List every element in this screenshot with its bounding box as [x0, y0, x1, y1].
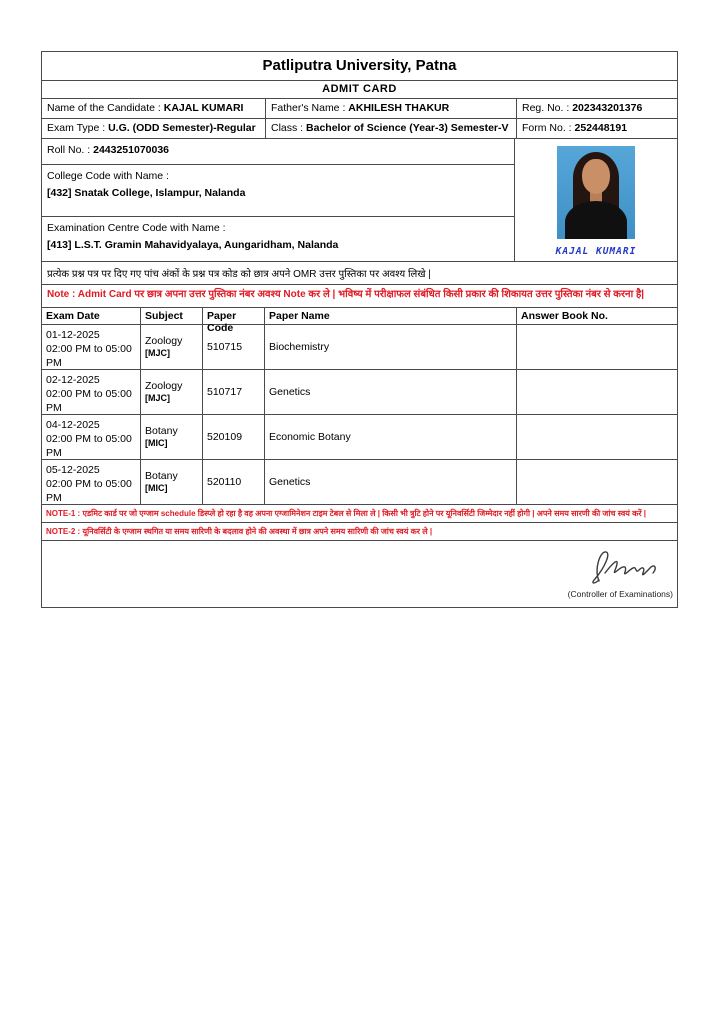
table-row-1-paper-name	[265, 325, 517, 370]
exam-date: 01-12-2025	[46, 328, 100, 341]
table-row-4-paper-name	[265, 460, 517, 505]
omr-instruction: प्रत्येक प्रश्न पत्र पर दिए गए पांच अंकों के प्रश्न पत्र कोड को छात्र अपने OMR उत्तर पुस्तिका पर अवश्य लिखे |	[42, 261, 677, 285]
reg-no-label: Reg. No. :	[522, 102, 570, 114]
table-row-2-date	[42, 370, 141, 415]
table-row-3-subject	[141, 415, 203, 460]
candidate-info-table	[42, 99, 677, 139]
card-title: ADMIT CARD	[42, 81, 677, 99]
paper-code: 520109	[207, 430, 243, 443]
table-row-1-paper-code	[203, 325, 265, 370]
form-no-label: Form No. :	[522, 122, 572, 134]
exam-time: 02:00 PM to 05:00 PM	[46, 432, 132, 459]
col-header-answer-book: Answer Book No.	[517, 308, 677, 325]
exam-type-cell	[42, 119, 266, 139]
roll-no-row	[42, 139, 514, 165]
answer-book-note: Note : Admit Card पर छात्र अपना उत्तर पुस्तिका नंबर अवश्य Note कर ले | भविष्य में परीक्षाफल संबंधित किसी प्रकार की शिकायत उत्तर पुस्तिका नंबर से करना है|	[42, 285, 677, 308]
col-header-exam-date: Exam Date	[42, 308, 141, 325]
candidate-name-label: Name of the Candidate :	[47, 102, 161, 114]
exam-date: 04-12-2025	[46, 418, 100, 431]
table-row-2-paper-code	[203, 370, 265, 415]
reg-no-cell	[517, 99, 677, 119]
college-row	[42, 165, 514, 217]
signature-area	[42, 541, 677, 613]
class-value: Bachelor of Science (Year-3) Semester-V	[306, 122, 509, 134]
exam-type-value: U.G. (ODD Semester)-Regular	[108, 122, 256, 134]
class-cell	[266, 119, 517, 139]
table-row-4-paper-code	[203, 460, 265, 505]
roll-college-photo-section	[42, 139, 677, 261]
father-name-label: Father's Name :	[271, 102, 346, 114]
table-row-1-date	[42, 325, 141, 370]
paper-code: 520110	[207, 475, 242, 488]
subject-name: Zoology	[145, 335, 183, 347]
subject-name: Botany	[145, 425, 178, 437]
table-row-2-subject	[141, 370, 203, 415]
exam-type-label: Exam Type :	[47, 122, 106, 134]
exam-centre-label: Examination Centre Code with Name :	[47, 222, 226, 234]
exam-centre-value: [413] L.S.T. Gramin Mahavidyalaya, Aungaridham, Nalanda	[47, 239, 339, 251]
note-1: NOTE-1 : एडमिट कार्ड पर जो एग्जाम schedule डिस्प्ले हो रहा है वह अपना एग्जामिनेशन टाइम टेबल से मिला ले | किसी भी त्रुटि होने पर यूनिवर्सिटी जिम्मेदार नहीं होगी | अपने समय सारणी की जांच स्वयं करें |	[42, 505, 677, 523]
roll-no-label: Roll No. :	[47, 144, 91, 156]
table-row-3-paper-name	[265, 415, 517, 460]
table-row-3-date	[42, 415, 141, 460]
table-row-3-answer-book	[517, 415, 677, 460]
paper-name: Economic Botany	[269, 430, 351, 443]
class-label: Class :	[271, 122, 304, 134]
exam-date: 05-12-2025	[46, 463, 100, 476]
subject-tag: [MJC]	[145, 348, 170, 358]
table-row-2-answer-book	[517, 370, 677, 415]
page-title: Patliputra University, Patna	[42, 52, 677, 81]
note-2: NOTE-2 : यूनिवर्सिटी के एग्जाम स्थगित या समय सारिणी के बदलाव होने की अवस्था में छात्र अपने समय सारिणी की जांच स्वयं कर ले |	[42, 523, 677, 541]
controller-of-examinations-label: (Controller of Examinations)	[567, 588, 673, 599]
subject-tag: [MJC]	[145, 393, 170, 403]
roll-no-value: 2443251070036	[93, 144, 170, 156]
roll-college-block	[42, 139, 514, 261]
controller-signature-wrap	[583, 545, 663, 594]
photo-face-shape	[582, 159, 610, 194]
subject-tag: [MIC]	[145, 438, 168, 448]
table-row-4-date	[42, 460, 141, 505]
photo-body-shape	[565, 201, 627, 239]
candidate-name-value: KAJAL KUMARI	[163, 102, 244, 114]
subject-tag: [MIC]	[145, 483, 168, 493]
reg-no-value: 202343201376	[572, 102, 643, 114]
subject-name: Zoology	[145, 380, 183, 392]
candidate-name-cell	[42, 99, 266, 119]
table-row-4-subject	[141, 460, 203, 505]
form-no-value: 252448191	[574, 122, 628, 134]
paper-name: Genetics	[269, 385, 311, 398]
col-header-subject: Subject	[141, 308, 203, 325]
exam-schedule-table	[42, 308, 677, 505]
exam-time: 02:00 PM to 05:00 PM	[46, 342, 132, 369]
form-no-cell	[517, 119, 677, 139]
college-label: College Code with Name :	[47, 170, 169, 182]
paper-code: 510715	[207, 340, 243, 353]
exam-centre-row	[42, 217, 514, 261]
subject-name: Botany	[145, 470, 178, 482]
col-header-paper-code: Paper Code	[203, 308, 265, 325]
signature-icon	[583, 545, 663, 589]
father-name-value: AKHILESH THAKUR	[348, 102, 450, 114]
paper-name: Biochemistry	[269, 340, 330, 353]
father-name-cell	[266, 99, 517, 119]
table-row-1-subject	[141, 325, 203, 370]
photo-handwritten-name: KAJAL KUMARI	[555, 246, 637, 257]
exam-date: 02-12-2025	[46, 373, 100, 386]
paper-code: 510717	[207, 385, 243, 398]
table-row-4-answer-book	[517, 460, 677, 505]
table-row-2-paper-name	[265, 370, 517, 415]
exam-time: 02:00 PM to 05:00 PM	[46, 477, 132, 504]
candidate-photo	[557, 146, 635, 239]
exam-time: 02:00 PM to 05:00 PM	[46, 387, 132, 414]
table-row-1-answer-book	[517, 325, 677, 370]
col-header-paper-name: Paper Name	[265, 308, 517, 325]
photo-cell	[514, 139, 677, 261]
admit-card	[41, 51, 678, 608]
college-value: [432] Snatak College, Islampur, Nalanda	[47, 187, 246, 199]
table-row-3-paper-code	[203, 415, 265, 460]
paper-name: Genetics	[269, 475, 311, 488]
